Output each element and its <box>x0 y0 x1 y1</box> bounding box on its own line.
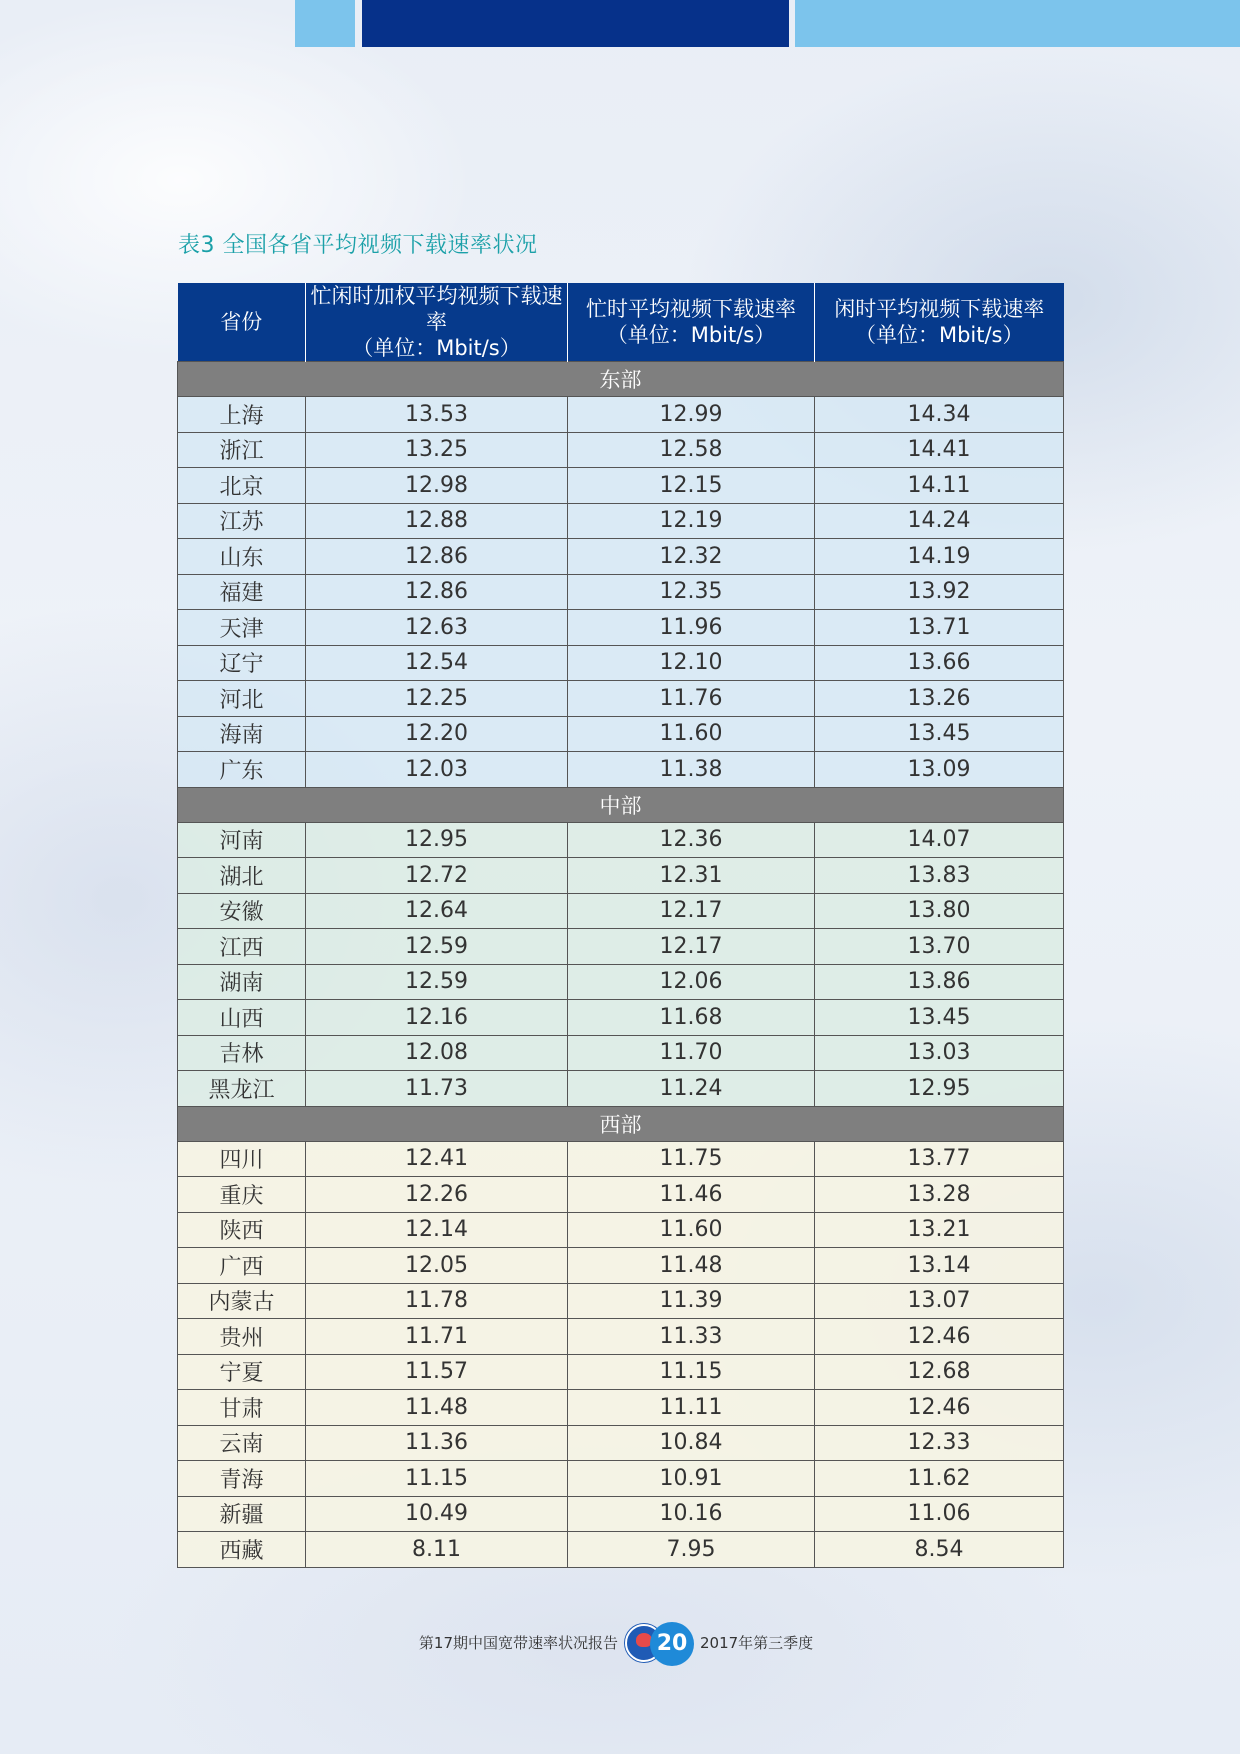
speed-cell: 12.35 <box>568 574 815 610</box>
speed-cell: 13.09 <box>815 752 1064 788</box>
table-row <box>178 1141 1064 1177</box>
speed-cell: 11.11 <box>568 1390 815 1426</box>
table-row <box>178 929 1064 965</box>
speed-cell: 12.95 <box>815 1071 1064 1107</box>
speed-cell: 14.34 <box>815 397 1064 433</box>
province-cell: 广西 <box>178 1248 306 1284</box>
speed-table <box>177 283 1064 1568</box>
table-row <box>178 1035 1064 1071</box>
table-row <box>178 1390 1064 1426</box>
province-cell: 福建 <box>178 574 306 610</box>
speed-cell: 11.71 <box>306 1319 568 1355</box>
table-row <box>178 1212 1064 1248</box>
table-row <box>178 503 1064 539</box>
speed-cell: 13.80 <box>815 893 1064 929</box>
speed-cell: 12.64 <box>306 893 568 929</box>
speed-cell: 10.91 <box>568 1461 815 1497</box>
speed-cell: 11.36 <box>306 1425 568 1461</box>
province-cell: 山西 <box>178 1000 306 1036</box>
table-row <box>178 964 1064 1000</box>
speed-cell: 13.07 <box>815 1283 1064 1319</box>
header-cell: 忙时平均视频下载速率 （单位：Mbit/s） <box>568 283 815 362</box>
speed-cell: 11.46 <box>568 1177 815 1213</box>
speed-cell: 12.86 <box>306 574 568 610</box>
table-row <box>178 645 1064 681</box>
province-cell: 北京 <box>178 468 306 504</box>
table-row <box>178 1248 1064 1284</box>
table-row <box>178 716 1064 752</box>
table-row <box>178 1319 1064 1355</box>
speed-cell: 12.26 <box>306 1177 568 1213</box>
speed-cell: 12.10 <box>568 645 815 681</box>
speed-cell: 13.86 <box>815 964 1064 1000</box>
speed-cell: 12.63 <box>306 610 568 646</box>
province-cell: 天津 <box>178 610 306 646</box>
speed-cell: 13.70 <box>815 929 1064 965</box>
province-cell: 内蒙古 <box>178 1283 306 1319</box>
table-row <box>178 432 1064 468</box>
speed-cell: 13.26 <box>815 681 1064 717</box>
province-cell: 甘肃 <box>178 1390 306 1426</box>
speed-cell: 12.17 <box>568 929 815 965</box>
speed-cell: 12.14 <box>306 1212 568 1248</box>
province-cell: 湖北 <box>178 858 306 894</box>
speed-cell: 11.75 <box>568 1141 815 1177</box>
speed-cell: 13.77 <box>815 1141 1064 1177</box>
speed-cell: 12.54 <box>306 645 568 681</box>
speed-cell: 12.33 <box>815 1425 1064 1461</box>
table-row <box>178 539 1064 575</box>
speed-cell: 12.88 <box>306 503 568 539</box>
province-cell: 陕西 <box>178 1212 306 1248</box>
section-label: 西部 <box>178 1106 1064 1141</box>
table-title: 表3 全国各省平均视频下载速率状况 <box>178 233 538 258</box>
province-cell: 重庆 <box>178 1177 306 1213</box>
speed-cell: 11.96 <box>568 610 815 646</box>
header-cell: 闲时平均视频下载速率 （单位：Mbit/s） <box>815 283 1064 362</box>
speed-cell: 13.45 <box>815 1000 1064 1036</box>
speed-cell: 14.41 <box>815 432 1064 468</box>
speed-cell: 12.19 <box>568 503 815 539</box>
speed-cell: 12.06 <box>568 964 815 1000</box>
speed-cell: 12.03 <box>306 752 568 788</box>
province-cell: 上海 <box>178 397 306 433</box>
section-east <box>178 362 1064 788</box>
province-cell: 河南 <box>178 822 306 858</box>
table-row <box>178 397 1064 433</box>
speed-cell: 13.25 <box>306 432 568 468</box>
speed-cell: 10.16 <box>568 1496 815 1532</box>
province-cell: 新疆 <box>178 1496 306 1532</box>
speed-cell: 14.11 <box>815 468 1064 504</box>
province-cell: 贵州 <box>178 1319 306 1355</box>
table-row <box>178 1283 1064 1319</box>
speed-cell: 11.60 <box>568 716 815 752</box>
speed-cell: 12.31 <box>568 858 815 894</box>
table-row <box>178 1354 1064 1390</box>
speed-cell: 13.28 <box>815 1177 1064 1213</box>
speed-cell: 12.46 <box>815 1319 1064 1355</box>
province-cell: 浙江 <box>178 432 306 468</box>
province-cell: 辽宁 <box>178 645 306 681</box>
speed-cell: 8.11 <box>306 1532 568 1568</box>
province-cell: 湖南 <box>178 964 306 1000</box>
page-number: 20 <box>650 1622 694 1666</box>
speed-cell: 11.48 <box>306 1390 568 1426</box>
speed-cell: 11.48 <box>568 1248 815 1284</box>
province-cell: 黑龙江 <box>178 1071 306 1107</box>
speed-cell: 11.78 <box>306 1283 568 1319</box>
speed-cell: 11.60 <box>568 1212 815 1248</box>
speed-cell: 13.66 <box>815 645 1064 681</box>
header-cell: 忙闲时加权平均视频下载速率 （单位：Mbit/s） <box>306 283 568 362</box>
section-label: 中部 <box>178 787 1064 822</box>
speed-cell: 11.62 <box>815 1461 1064 1497</box>
speed-cell: 13.71 <box>815 610 1064 646</box>
speed-cell: 12.59 <box>306 929 568 965</box>
speed-cell: 12.58 <box>568 432 815 468</box>
speed-cell: 12.36 <box>568 822 815 858</box>
speed-cell: 10.84 <box>568 1425 815 1461</box>
header-row <box>178 283 1064 362</box>
speed-cell: 11.15 <box>306 1461 568 1497</box>
speed-cell: 11.76 <box>568 681 815 717</box>
table-row <box>178 858 1064 894</box>
speed-cell: 12.95 <box>306 822 568 858</box>
table-row <box>178 468 1064 504</box>
province-cell: 吉林 <box>178 1035 306 1071</box>
speed-cell: 11.70 <box>568 1035 815 1071</box>
province-cell: 四川 <box>178 1141 306 1177</box>
speed-cell: 12.72 <box>306 858 568 894</box>
speed-cell: 11.15 <box>568 1354 815 1390</box>
speed-cell: 11.68 <box>568 1000 815 1036</box>
speed-cell: 14.07 <box>815 822 1064 858</box>
speed-cell: 11.33 <box>568 1319 815 1355</box>
province-cell: 青海 <box>178 1461 306 1497</box>
province-cell: 海南 <box>178 716 306 752</box>
province-cell: 西藏 <box>178 1532 306 1568</box>
table-row <box>178 1532 1064 1568</box>
speed-cell: 12.25 <box>306 681 568 717</box>
table-row <box>178 1000 1064 1036</box>
speed-cell: 12.68 <box>815 1354 1064 1390</box>
province-cell: 安徽 <box>178 893 306 929</box>
speed-cell: 12.59 <box>306 964 568 1000</box>
speed-cell: 12.41 <box>306 1141 568 1177</box>
speed-cell: 13.45 <box>815 716 1064 752</box>
speed-cell: 11.24 <box>568 1071 815 1107</box>
province-cell: 江苏 <box>178 503 306 539</box>
table-row <box>178 1425 1064 1461</box>
province-cell: 云南 <box>178 1425 306 1461</box>
speed-cell: 13.03 <box>815 1035 1064 1071</box>
table-row <box>178 610 1064 646</box>
table-row <box>178 1496 1064 1532</box>
section-west <box>178 1106 1064 1567</box>
province-cell: 河北 <box>178 681 306 717</box>
table-row <box>178 752 1064 788</box>
speed-cell: 13.14 <box>815 1248 1064 1284</box>
speed-cell: 12.99 <box>568 397 815 433</box>
speed-cell: 11.38 <box>568 752 815 788</box>
table-row <box>178 681 1064 717</box>
section-header-row <box>178 1106 1064 1141</box>
footer-quarter: 2017年第三季度 <box>700 1634 814 1652</box>
section-label: 东部 <box>178 362 1064 397</box>
speed-cell: 11.73 <box>306 1071 568 1107</box>
speed-cell: 12.20 <box>306 716 568 752</box>
speed-cell: 13.21 <box>815 1212 1064 1248</box>
table-row <box>178 574 1064 610</box>
header-cell: 省份 <box>178 283 306 362</box>
speed-cell: 12.32 <box>568 539 815 575</box>
province-cell: 广东 <box>178 752 306 788</box>
section-header-row <box>178 787 1064 822</box>
table-row <box>178 1071 1064 1107</box>
speed-cell: 14.24 <box>815 503 1064 539</box>
table-row <box>178 1177 1064 1213</box>
speed-cell: 12.86 <box>306 539 568 575</box>
table-row <box>178 893 1064 929</box>
speed-cell: 8.54 <box>815 1532 1064 1568</box>
section-central <box>178 787 1064 1106</box>
speed-cell: 13.92 <box>815 574 1064 610</box>
speed-cell: 12.15 <box>568 468 815 504</box>
province-cell: 宁夏 <box>178 1354 306 1390</box>
speed-cell: 11.06 <box>815 1496 1064 1532</box>
table-row <box>178 822 1064 858</box>
speed-cell: 13.83 <box>815 858 1064 894</box>
top-band-middle <box>362 0 789 47</box>
speed-cell: 12.05 <box>306 1248 568 1284</box>
speed-cell: 11.57 <box>306 1354 568 1390</box>
speed-cell: 10.49 <box>306 1496 568 1532</box>
speed-cell: 12.46 <box>815 1390 1064 1426</box>
province-cell: 江西 <box>178 929 306 965</box>
top-band-left <box>295 0 355 47</box>
footer-report-title: 第17期中国宽带速率状况报告 <box>418 1634 618 1652</box>
speed-cell: 12.98 <box>306 468 568 504</box>
speed-cell: 14.19 <box>815 539 1064 575</box>
top-band-right <box>795 0 1240 47</box>
speed-cell: 7.95 <box>568 1532 815 1568</box>
speed-cell: 12.16 <box>306 1000 568 1036</box>
speed-cell: 11.39 <box>568 1283 815 1319</box>
page-footer <box>0 1622 1240 1662</box>
speed-cell: 12.08 <box>306 1035 568 1071</box>
speed-cell: 12.17 <box>568 893 815 929</box>
section-header-row <box>178 362 1064 397</box>
province-cell: 山东 <box>178 539 306 575</box>
speed-cell: 13.53 <box>306 397 568 433</box>
table-row <box>178 1461 1064 1497</box>
